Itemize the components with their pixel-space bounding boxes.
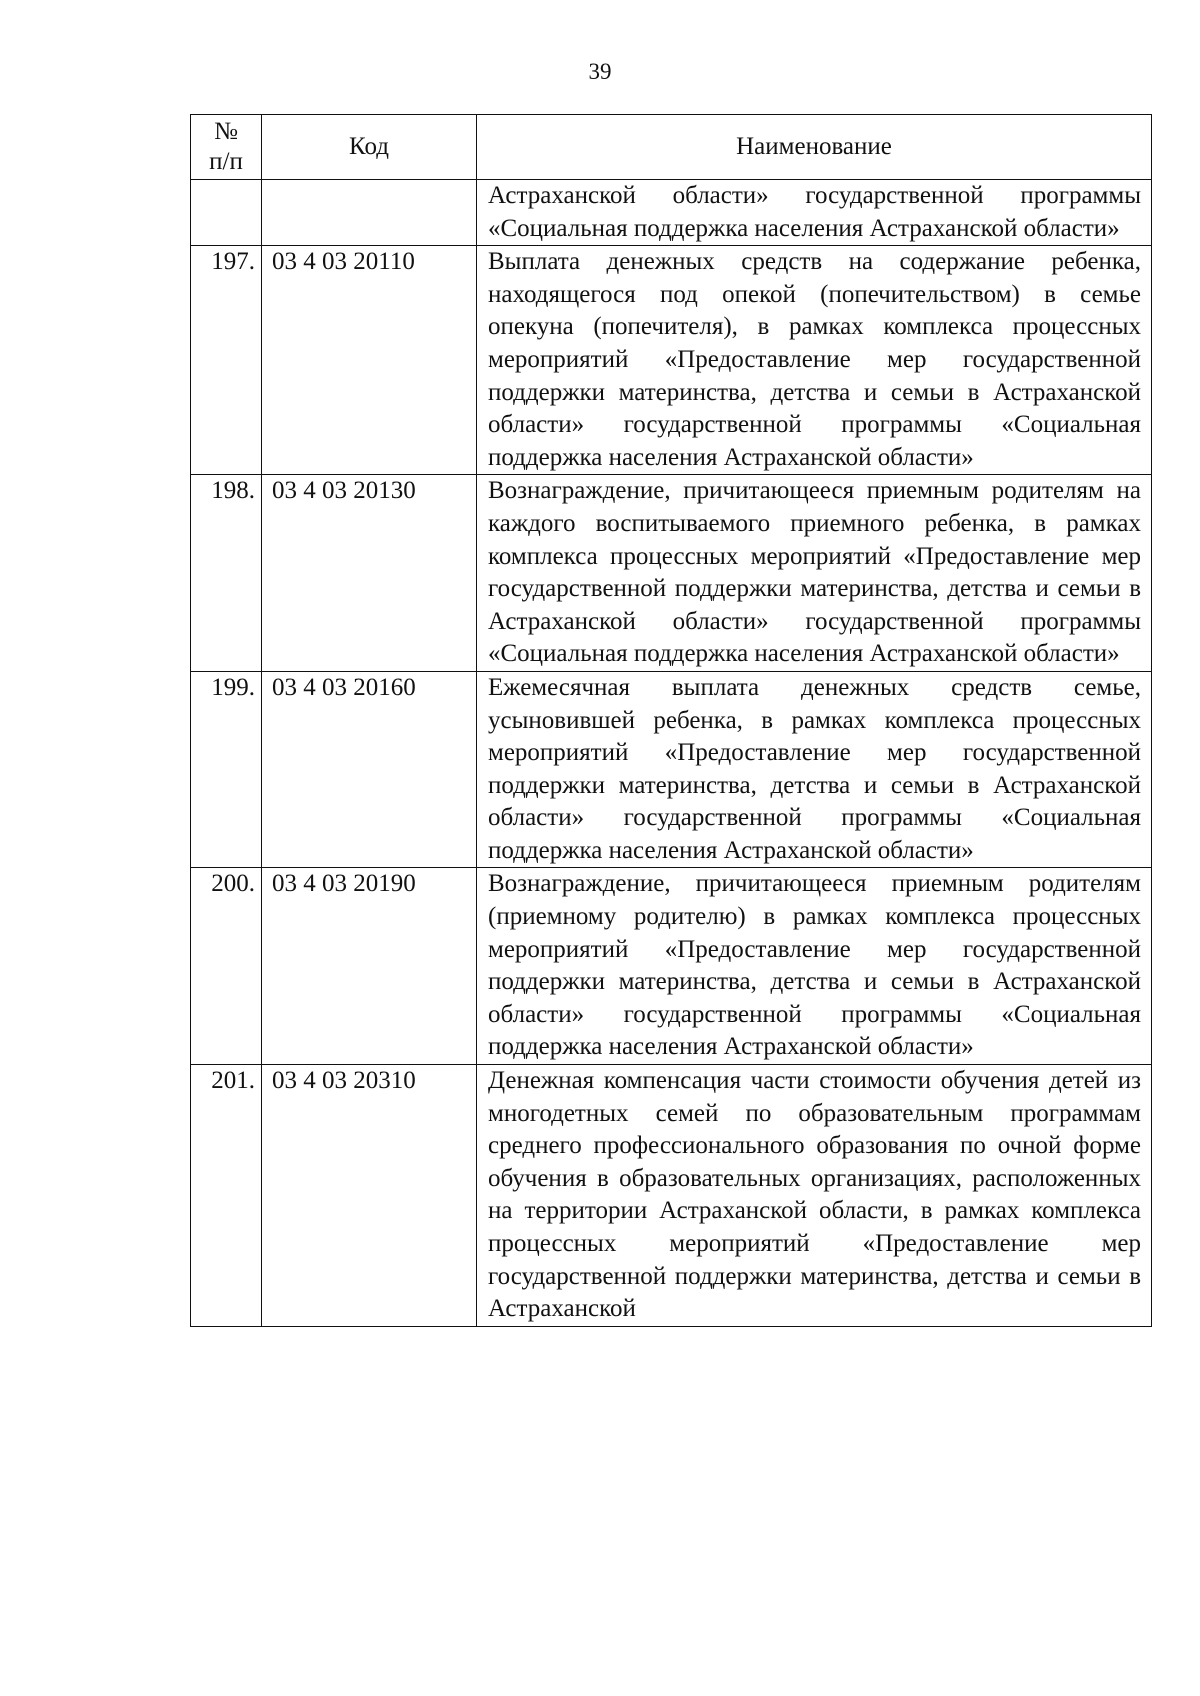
row-number: 197. [191, 246, 262, 475]
row-number [191, 180, 262, 246]
row-number: 200. [191, 868, 262, 1065]
page-number: 39 [588, 59, 612, 84]
row-code: 03 4 03 20160 [262, 671, 477, 868]
table-body [191, 180, 1152, 1327]
header-number-column [191, 115, 262, 180]
header-number-abbrev: п/п [209, 148, 243, 175]
table-row [191, 246, 1152, 475]
header-code-column: Код [262, 115, 477, 180]
header-row [191, 115, 1152, 180]
row-name: Вознаграждение, причитающееся приемным родителям на каждого воспитываемого приемного ребенка, в рамках комплекса процессных мероприятий «Предоставление мер государственной поддержки материнства, детства и семьи в Астраханской области» государственной программы «Социальная поддержка населения Астраханской области» [477, 475, 1152, 672]
table-row [191, 475, 1152, 672]
header-name-column: Наименование [477, 115, 1152, 180]
row-name: Выплата денежных средств на содержание ребенка, находящегося под опекой (попечительством) в семье опекуна (попечителя), в рамках комплекса процессных мероприятий «Предоставление мер государственной поддержки материнства, детства и семьи в Астраханской области» государственной программы «Социальная поддержка населения Астраханской области» [477, 246, 1152, 475]
row-number: 199. [191, 671, 262, 868]
row-name: Ежемесячная выплата денежных средств семье, усыновившей ребенка, в рамках комплекса процессных мероприятий «Предоставление мер государственной поддержки материнства, детства и семьи в Астраханской области» государственной программы «Социальная поддержка населения Астраханской области» [477, 671, 1152, 868]
table-row [191, 180, 1152, 246]
row-number: 201. [191, 1065, 262, 1327]
table-row [191, 868, 1152, 1065]
code-table [190, 114, 1152, 1327]
row-code [262, 180, 477, 246]
table-header [191, 115, 1152, 180]
header-number-symbol: № [214, 118, 238, 145]
row-code: 03 4 03 20190 [262, 868, 477, 1065]
table-row [191, 1065, 1152, 1327]
row-name: Денежная компенсация части стоимости обучения детей из многодетных семей по образовательным программам среднего профессионального образования по очной форме обучения в образовательных организациях, расположенных на территории Астраханской области, в рамках комплекса процессных мероприятий «Предоставление мер государственной поддержки материнства, детства и семьи в Астраханской [477, 1065, 1152, 1327]
row-name: Астраханской области» государственной программы «Социальная поддержка населения Астраханской области» [477, 180, 1152, 246]
table-row [191, 671, 1152, 868]
row-number: 198. [191, 475, 262, 672]
row-code: 03 4 03 20110 [262, 246, 477, 475]
row-name: Вознаграждение, причитающееся приемным родителям (приемному родителю) в рамках комплекса процессных мероприятий «Предоставление мер государственной поддержки материнства, детства и семьи в Астраханской области» государственной программы «Социальная поддержка населения Астраханской области» [477, 868, 1152, 1065]
row-code: 03 4 03 20130 [262, 475, 477, 672]
row-code: 03 4 03 20310 [262, 1065, 477, 1327]
